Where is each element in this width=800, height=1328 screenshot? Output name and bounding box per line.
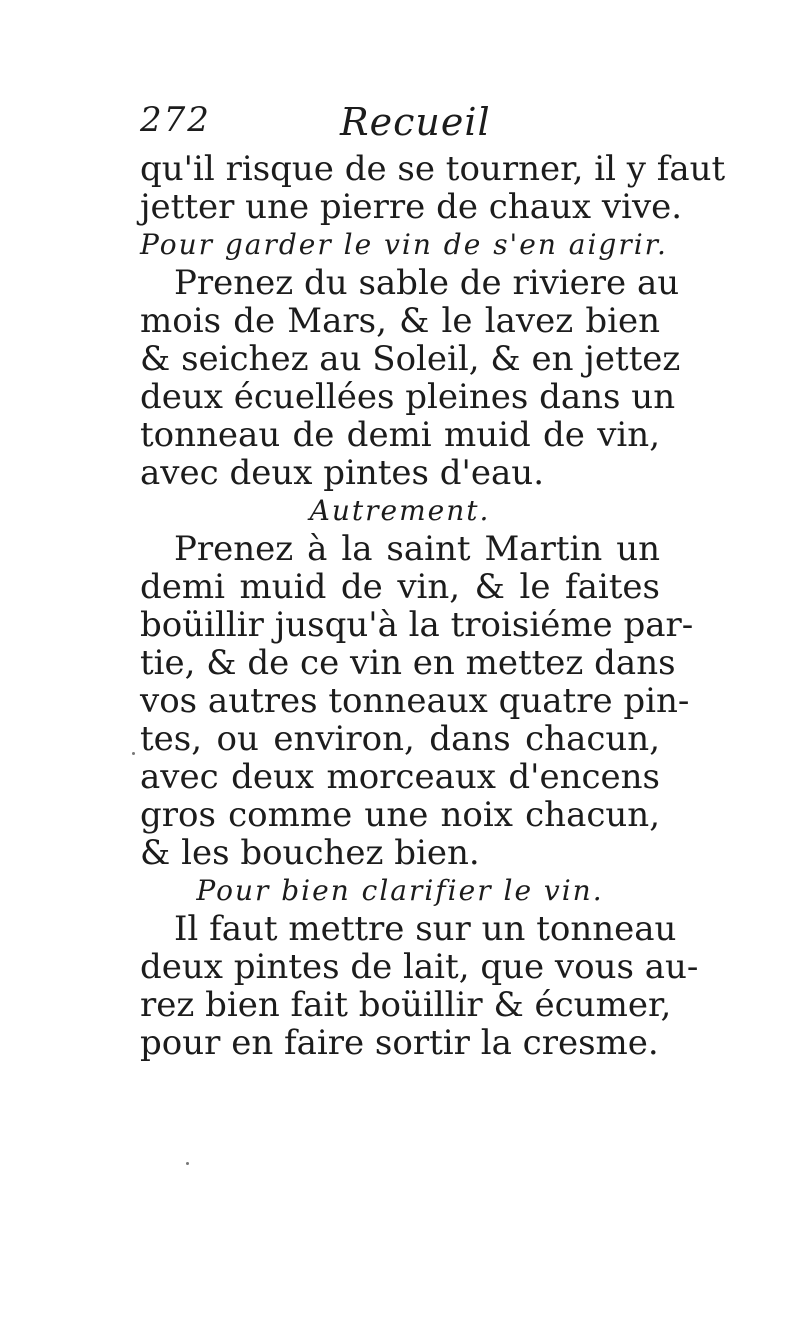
text-line: Il faut mettre sur un tonneau [174, 909, 677, 949]
running-head: Recueil [340, 100, 491, 144]
text-line: tonneau de demi muid de vin, [140, 415, 660, 455]
section-heading: Autrement. [309, 494, 491, 527]
text-line: rez bien fait boüillir & écumer, [140, 985, 672, 1025]
text-line: & seichez au Soleil, & en jettez [140, 339, 681, 379]
text-line: tie, & de ce vin en mettez dans [140, 643, 676, 683]
ink-speck [186, 1162, 189, 1165]
text-line: qu'il risque de se tourner, il y faut [140, 149, 726, 189]
text-line: jetter une pierre de chaux vive. [140, 187, 683, 227]
section-heading: Pour garder le vin de s'en aigrir. [140, 228, 668, 261]
ink-speck [132, 752, 135, 755]
text-line: boüillir jusqu'à la troisiéme par- [140, 605, 694, 645]
text-line: gros comme une noix chacun, [140, 795, 660, 835]
text-line: tes, ou environ, dans chacun, [140, 719, 660, 759]
text-line: avec deux pintes d'eau. [140, 453, 544, 493]
text-line: deux écuellées pleines dans un [140, 377, 676, 417]
text-line: demi muid de vin, & le faites [140, 567, 660, 607]
text-line: vos autres tonneaux quatre pin- [140, 681, 690, 721]
section-heading: Pour bien clarifier le vin. [196, 874, 604, 907]
page-number: 272 [140, 100, 211, 140]
text-line: deux pintes de lait, que vous au- [140, 947, 699, 987]
text-line: pour en faire sortir la cresme. [140, 1023, 659, 1063]
text-line: avec deux morceaux d'encens [140, 757, 660, 797]
text-line: Prenez du sable de riviere au [174, 263, 680, 303]
body-text [140, 149, 726, 1063]
page-header [140, 100, 660, 150]
text-line: & les bouchez bien. [140, 833, 480, 873]
text-line: mois de Mars, & le lavez bien [140, 301, 660, 341]
text-line: Prenez à la saint Martin un [174, 529, 660, 569]
